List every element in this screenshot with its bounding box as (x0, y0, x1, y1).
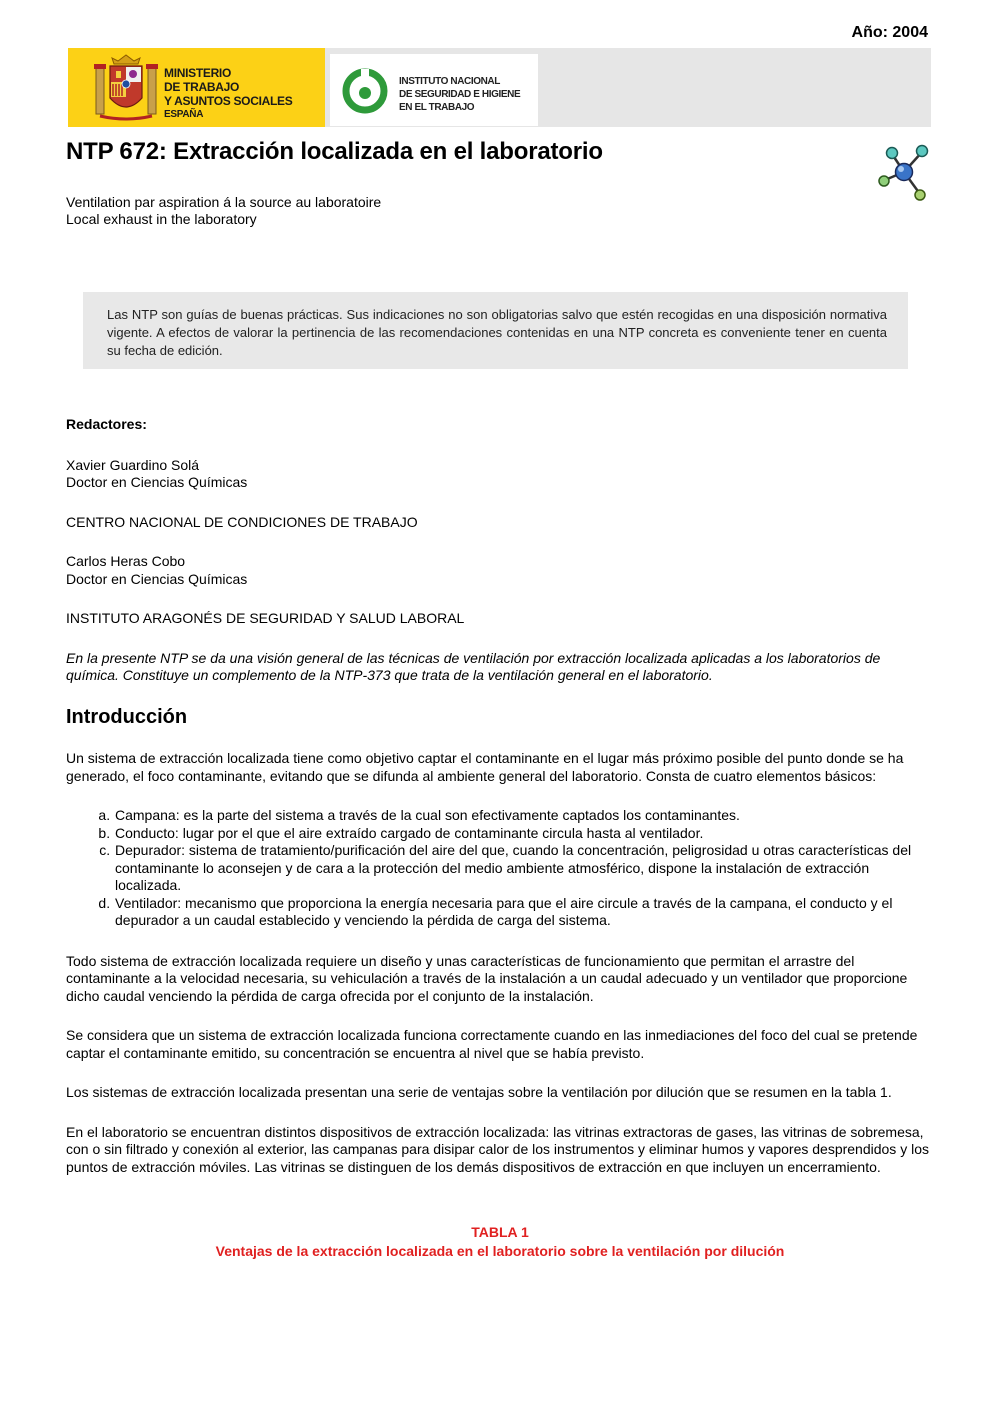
table-1-caption (0, 1223, 1000, 1261)
institute-line-3: EN EL TRABAJO (399, 102, 475, 113)
table-1-title: Ventajas de la extracción localizada en el laboratorio sobre la ventilación por dilución (215, 1243, 785, 1259)
ministry-logo-text (164, 66, 292, 122)
institute-logo (330, 54, 538, 126)
section-heading-introduction: Introducción (66, 705, 188, 728)
institute-line-2: DE SEGURIDAD E HIGIENE (399, 89, 521, 100)
intro-paragraph-2: Todo sistema de extracción localizada requiere un diseño y unas características de funcionamiento que permitan el arrastre del contaminante a la velocidad necesaria, su vehiculación a través de la instalación a un caudal adecuado y un ventilador que proporcione dicho caudal venciendo la pérdida de carga ofrecida por el conjunto de la instalación. (66, 952, 908, 1004)
authors-heading: Redactores: (66, 416, 147, 432)
author-1-name: Xavier Guardino Solá (66, 456, 200, 473)
list-item: d. Ventilador: mecanismo que proporciona la energía necesaria para que el aire circule a través de la campana, el conducto y el depurador a un caudal establecido y venciendo la pérdida de carga del sistema. (114, 895, 932, 930)
basic-elements-list (66, 807, 932, 930)
author-2-title: Doctor en Ciencias Químicas (66, 570, 248, 587)
ministry-logo (68, 48, 325, 127)
author-2-organization: INSTITUTO ARAGONÉS DE SEGURIDAD Y SALUD LABORAL (66, 610, 465, 626)
molecule-icon (876, 140, 932, 202)
intro-paragraph-4: Los sistemas de extracción localizada presentan una serie de ventajas sobre la ventilación por dilución que se resumen en la tabla 1. (66, 1084, 892, 1100)
ministry-line-4: ESPAÑA (164, 109, 204, 120)
intro-paragraph-5: En el laboratorio se encuentran distintos dispositivos de extracción localizada: las vitrinas extractoras de gases, las vitrinas de sobremesa, con o sin filtrado y conexión al exterior, las campanas para disipar calor de los instrumentos y eliminar humos y vapores desprendidos y los puntos de extracción móviles. Las vitrinas se distinguen de los demás dispositivos de extracción en que incluyen un encerramiento. (66, 1123, 929, 1175)
coat-of-arms-icon (92, 54, 160, 124)
ministry-line-1: MINISTERIO (164, 66, 232, 80)
table-1-label: TABLA 1 (471, 1224, 529, 1240)
year-label: Año: 2004 (851, 24, 928, 41)
intro-paragraph-1: Un sistema de extracción localizada tiene como objetivo captar el contaminante en el lugar más próximo posible del punto donde se ha generado, el foco contaminante, evitando que se difunda al ambiente general del laboratorio. Consta de cuatro elementos básicos: (66, 750, 904, 784)
subtitle-english: Local exhaust in the laboratory (66, 211, 257, 227)
document-body (66, 416, 932, 1176)
author-1-title: Doctor en Ciencias Químicas (66, 474, 248, 490)
ministry-line-3: Y ASUNTOS SOCIALES (164, 94, 293, 108)
institute-emblem-icon (342, 68, 388, 114)
list-item: c. Depurador: sistema de tratamiento/purificación del aire del que, cuando la concentración, peligrosidad u otras características del contaminante lo aconsejen y de cara a la protección del medio ambiente atmosférico, dispone la instalación de extracción localizada. (114, 842, 932, 895)
list-item: b. Conducto: lugar por el que el aire extraído cargado de contaminante circula hasta al ventilador. (114, 825, 932, 843)
author-2-name: Carlos Heras Cobo (66, 553, 186, 569)
institute-logo-text (399, 75, 520, 114)
page-title: NTP 672: Extracción localizada en el laboratorio (66, 138, 603, 165)
list-item: a. Campana: es la parte del sistema a través de la cual son efectivamente captados los contaminantes. (114, 807, 932, 825)
abstract: En la presente NTP se da una visión general de las técnicas de ventilación por extracción localizada aplicadas a los laboratorios de química. Constituye un complemento de la NTP-373 que trata de la ventilación general en el laboratorio. (66, 649, 881, 683)
alternate-titles (66, 194, 381, 228)
author-1-organization: CENTRO NACIONAL DE CONDICIONES DE TRABAJO (66, 513, 418, 530)
disclaimer-box: Las NTP son guías de buenas prácticas. Sus indicaciones no son obligatorias salvo que estén recogidas en una disposición normativa vigente. A efectos de valorar la pertinencia de las recomendaciones contenidas en una NTP concreta es conveniente tener en cuenta su fecha de edición. (83, 292, 908, 369)
intro-paragraph-3: Se considera que un sistema de extracción localizada funciona correctamente cuando en las inmediaciones del foco del cual se pretende captar el contaminante emitido, su concentración se encuentra al nivel que se había previsto. (66, 1027, 918, 1061)
subtitle-french: Ventilation par aspiration á la source au laboratoire (66, 194, 382, 210)
header-banner (68, 48, 931, 127)
ministry-line-2: DE TRABAJO (164, 80, 240, 94)
institute-line-1: INSTITUTO NACIONAL (399, 76, 500, 87)
